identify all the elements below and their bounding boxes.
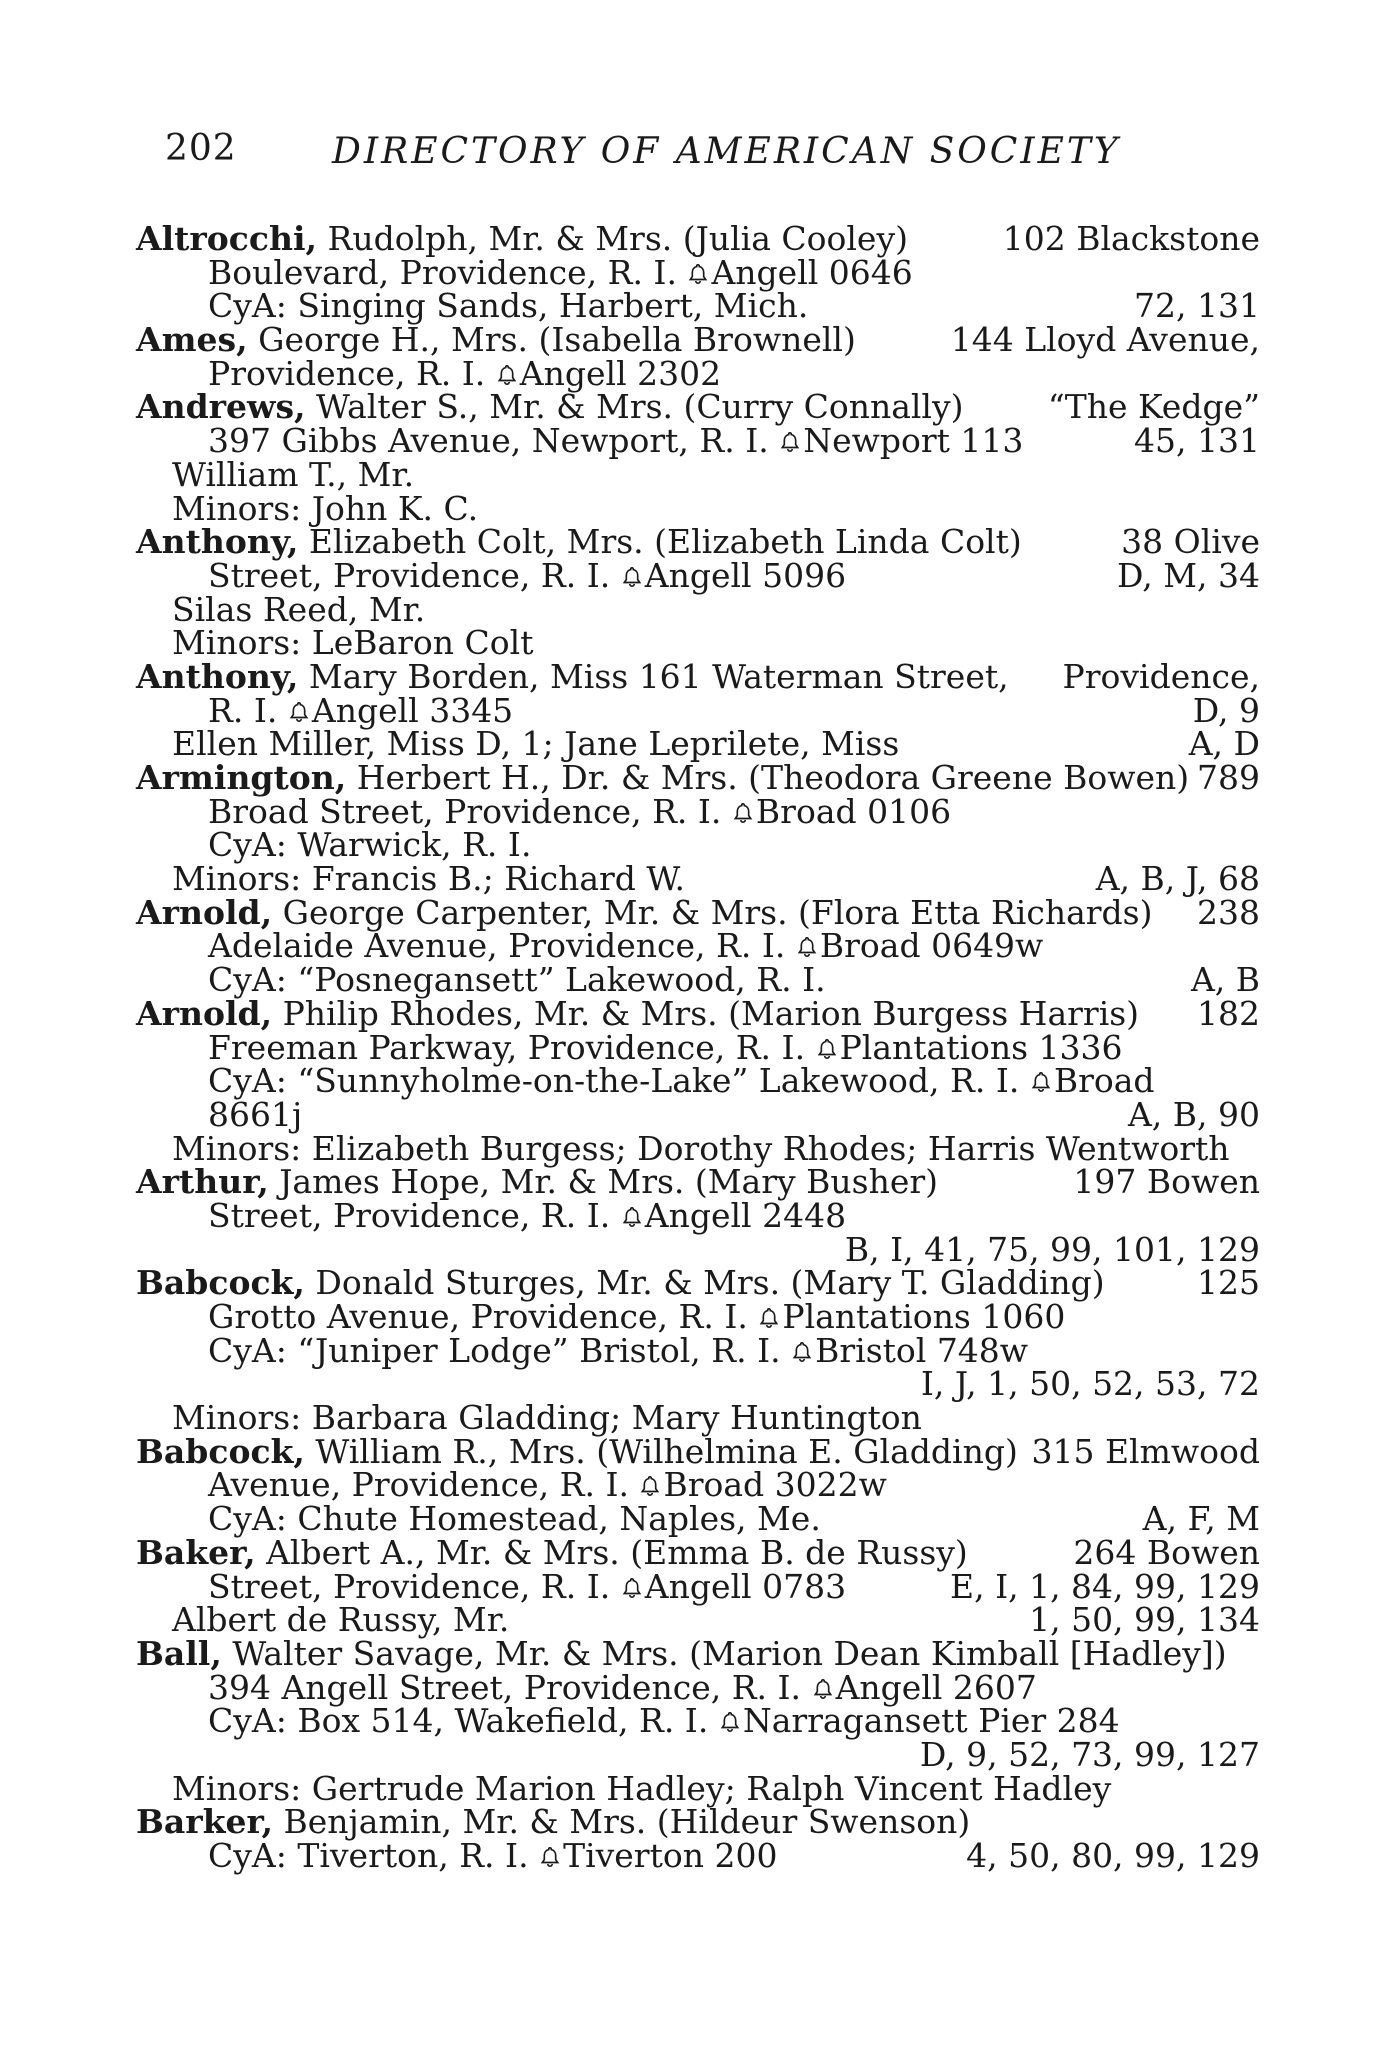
entry-text: CyA: Box 514, Wakefield, R. I.: [208, 1701, 709, 1741]
listing-line: [0, 320, 1381, 360]
line-text: [208, 825, 532, 865]
entry-text: Grotto Avenue, Providence, R. I.: [208, 1297, 748, 1336]
listing-line: [0, 1195, 1381, 1235]
entry-text: William T., Mr.: [172, 454, 415, 494]
bell-icon: [621, 566, 643, 588]
telephone-number: Bristol 748w: [815, 1330, 1029, 1370]
line-text: [0, 1229, 1260, 1269]
entry-right-text: Providence,: [1062, 656, 1260, 696]
entry-text: Minors: Gertrude Marion Hadley; Ralph Vincent Hadley: [172, 1768, 1112, 1808]
entry-text: Minors: John K. C.: [172, 488, 479, 528]
page-number: 202: [165, 128, 237, 169]
line-text: [208, 286, 809, 326]
entry-text: CyA: “Posnegansett” Lakewood, R. I.: [208, 960, 826, 1000]
bell-icon: [732, 802, 754, 824]
entry-text: Elizabeth Colt, Mrs. (Elizabeth Linda Colt): [298, 522, 1022, 562]
listing-line: [0, 1398, 1381, 1438]
line-text: [208, 960, 826, 1000]
entry-right-text: 238: [1197, 892, 1260, 932]
bell-icon: [719, 1711, 741, 1733]
listing-line: [0, 1802, 1381, 1842]
line-text: [208, 1701, 1120, 1741]
listing-line: [0, 252, 1381, 292]
entry-surname: Arthur,: [136, 1162, 269, 1202]
entry-text: D, 9, 52, 73, 99, 127: [919, 1734, 1260, 1774]
listing-line: [0, 488, 1381, 528]
listing-line: [0, 522, 1381, 562]
listing-line: [0, 859, 1381, 899]
line-text: [208, 1667, 1037, 1707]
entry-text: Street, Providence, R. I.: [208, 1566, 611, 1606]
entry-text: R. I.: [208, 690, 278, 730]
line-text: [208, 1330, 1029, 1370]
bell-icon: [539, 1846, 561, 1868]
entry-text: Freeman Parkway, Providence, R. I.: [208, 1027, 806, 1067]
entry-text: CyA: “Juniper Lodge” Bristol, R. I.: [208, 1330, 781, 1370]
entry-right-text: A, B, J, 68: [1095, 859, 1260, 899]
listing-line: [0, 690, 1381, 730]
listing-line: [0, 656, 1381, 696]
entry-right-text: A, B: [1190, 960, 1260, 1000]
listing-line: [0, 421, 1381, 461]
entry-right-text: 72, 131: [1134, 286, 1260, 326]
entry-text: CyA: Chute Homestead, Naples, Me.: [208, 1499, 821, 1539]
line-text: [136, 1532, 968, 1572]
entry-text: Walter S., Mr. & Mrs. (Curry Connally): [305, 387, 964, 427]
entry-text: George Carpenter, Mr. & Mrs. (Flora Etta Richards): [272, 892, 1153, 932]
line-text: [172, 1398, 922, 1438]
listing-line: [0, 1431, 1381, 1471]
entry-text: I, J, 1, 50, 52, 53, 72: [920, 1364, 1260, 1404]
line-text: [172, 1128, 1230, 1168]
entry-right-text: 45, 131: [1134, 421, 1260, 461]
listing-line: [0, 387, 1381, 427]
entry-surname: Anthony,: [136, 656, 299, 696]
entry-text: Adelaide Avenue, Providence, R. I.: [208, 926, 786, 966]
bell-icon: [796, 936, 818, 958]
telephone-number: Broad: [1053, 1061, 1155, 1101]
line-text: [208, 1465, 887, 1505]
entry-surname: Armington,: [136, 758, 347, 797]
entry-surname: Barker,: [136, 1802, 273, 1842]
entry-text: Rudolph, Mr. & Mrs. (Julia Cooley): [316, 219, 908, 258]
listing-line: [0, 1566, 1381, 1606]
line-text: [208, 1061, 1155, 1101]
line-text: [172, 724, 900, 764]
line-text: [208, 791, 952, 831]
listing-line: [0, 1701, 1381, 1741]
line-text: [208, 421, 1024, 461]
entry-text: Minors: Francis B.; Richard W.: [172, 859, 686, 899]
page-header: [0, 128, 1381, 188]
line-text: [136, 320, 856, 360]
entry-text: Herbert H., Dr. & Mrs. (Theodora Greene Bowen): [346, 758, 1190, 797]
entry-right-text: 102 Blackstone: [1002, 219, 1260, 258]
telephone-number: Broad 0649w: [819, 926, 1044, 966]
entry-right-text: “The Kedge”: [1047, 387, 1260, 427]
line-text: [136, 219, 908, 258]
listing-line: [0, 1600, 1381, 1640]
listing-line: [0, 1061, 1381, 1101]
line-text: [136, 892, 1153, 932]
entry-right-text: 4, 50, 80, 99, 129: [966, 1836, 1260, 1875]
bell-icon: [1030, 1071, 1052, 1093]
listing-line: [0, 454, 1381, 494]
entry-right-text: 197 Bowen: [1073, 1162, 1260, 1202]
entry-surname: Baker,: [136, 1532, 256, 1572]
listing-line: [0, 1229, 1381, 1269]
entry-right-text: D, M, 34: [1116, 555, 1260, 595]
line-text: [208, 1836, 778, 1875]
bell-icon: [639, 1475, 661, 1497]
line-text: [172, 623, 534, 663]
listing-line: [0, 353, 1381, 393]
line-text: [136, 522, 1022, 562]
telephone-number: Narragansett Pier 284: [742, 1701, 1120, 1741]
listing-line: [0, 1027, 1381, 1067]
line-text: [172, 488, 479, 528]
bell-icon: [687, 263, 709, 285]
bell-icon: [621, 1206, 643, 1228]
listing-line: [0, 623, 1381, 663]
entry-text: Providence, R. I.: [208, 353, 486, 393]
entry-text: Benjamin, Mr. & Mrs. (Hildeur Swenson): [273, 1802, 971, 1842]
bell-icon: [779, 431, 801, 453]
listing-line: [0, 1836, 1381, 1875]
telephone-number: Angell 0646: [711, 252, 913, 292]
listing-line: [0, 286, 1381, 326]
line-text: [0, 1734, 1260, 1774]
telephone-number: Tiverton 200: [563, 1836, 778, 1875]
listing-line: [0, 1128, 1381, 1168]
entry-text: Donald Sturges, Mr. & Mrs. (Mary T. Gladding): [304, 1263, 1105, 1303]
entry-right-text: 182: [1197, 993, 1260, 1033]
listing-line: [0, 555, 1381, 595]
line-text: [136, 758, 1190, 797]
line-text: [208, 1027, 1123, 1067]
line-text: [136, 1633, 1227, 1673]
telephone-number: Angell 2448: [644, 1195, 847, 1235]
telephone-number: Angell 2302: [519, 353, 722, 393]
listing-line: [0, 1532, 1381, 1572]
telephone-number: Angell 2607: [835, 1667, 1037, 1707]
entry-right-text: 125: [1197, 1263, 1260, 1303]
entry-surname: Andrews,: [136, 387, 306, 427]
entry-surname: Ball,: [136, 1633, 222, 1673]
listing-line: [0, 1263, 1381, 1303]
line-text: [136, 1431, 1018, 1471]
listing-line: [0, 1465, 1381, 1505]
entry-text: 397 Gibbs Avenue, Newport, R. I.: [208, 421, 769, 461]
bell-icon: [758, 1307, 780, 1329]
entry-text: 8661j: [208, 1094, 303, 1134]
entry-surname: Ames,: [136, 320, 248, 360]
entry-text: Albert A., Mr. & Mrs. (Emma B. de Russy): [255, 1532, 968, 1572]
line-text: [208, 1566, 847, 1606]
telephone-number: Broad 0106: [755, 791, 952, 831]
entry-right-text: 144 Lloyd Avenue,: [950, 320, 1260, 360]
bell-icon: [496, 364, 518, 386]
listing-line: [0, 1633, 1381, 1673]
listing-line: [0, 825, 1381, 865]
line-text: [172, 1768, 1112, 1808]
entry-right-text: A, B, 90: [1127, 1094, 1260, 1134]
entry-text: Minors: LeBaron Colt: [172, 623, 534, 663]
listing-line: [0, 1364, 1381, 1404]
entry-text: Minors: Elizabeth Burgess; Dorothy Rhodes; Harris Wentworth: [172, 1128, 1230, 1168]
line-text: [208, 353, 722, 393]
listing-line: [0, 1297, 1381, 1336]
listing-line: [0, 1667, 1381, 1707]
listing-line: [0, 589, 1381, 629]
bell-icon: [621, 1577, 643, 1599]
entry-text: Mary Borden, Miss 161 Waterman Street,: [298, 656, 1009, 696]
line-text: [136, 993, 1140, 1033]
line-text: [136, 656, 1009, 696]
line-text: [136, 1263, 1105, 1303]
entry-surname: Arnold,: [136, 892, 273, 932]
listing-line: [0, 219, 1381, 258]
listing-line: [0, 791, 1381, 831]
line-text: [208, 690, 514, 730]
entry-surname: Altrocchi,: [136, 219, 317, 258]
listing-line: [0, 1768, 1381, 1808]
telephone-number: Plantations 1060: [782, 1297, 1066, 1336]
entry-right-text: 264 Bowen: [1073, 1532, 1260, 1572]
listing-line: [0, 1094, 1381, 1134]
entry-text: Minors: Barbara Gladding; Mary Huntington: [172, 1398, 922, 1438]
line-text: [172, 454, 415, 494]
listing-line: [0, 758, 1381, 797]
line-text: [208, 1499, 821, 1539]
entry-right-text: A, F, M: [1142, 1499, 1260, 1539]
telephone-number: Angell 0783: [644, 1566, 847, 1606]
line-text: [136, 1162, 939, 1202]
entry-right-text: 1, 50, 99, 134: [1029, 1600, 1260, 1640]
entry-text: Broad Street, Providence, R. I.: [208, 791, 722, 831]
line-text: [172, 1600, 510, 1640]
line-text: [136, 1802, 971, 1842]
line-text: [208, 555, 847, 595]
entry-right-text: 789: [1197, 758, 1260, 797]
listing-line: [0, 892, 1381, 932]
listing-line: [0, 993, 1381, 1033]
telephone-number: Broad 3022w: [663, 1465, 887, 1505]
bell-icon: [791, 1341, 813, 1363]
entry-right-text: A, D: [1188, 724, 1260, 764]
bell-icon: [288, 701, 310, 723]
entry-right-text: 315 Elmwood: [1031, 1431, 1260, 1471]
listing-line: [0, 1330, 1381, 1370]
line-text: [208, 1094, 303, 1134]
telephone-number: Angell 3345: [311, 690, 514, 730]
entry-text: Street, Providence, R. I.: [208, 555, 611, 595]
line-text: [208, 1195, 847, 1235]
entry-text: Silas Reed, Mr.: [172, 589, 426, 629]
line-text: [208, 252, 913, 292]
line-text: [0, 1364, 1260, 1404]
entry-text: Philip Rhodes, Mr. & Mrs. (Marion Burgess Harris): [272, 993, 1140, 1033]
telephone-number: Plantations 1336: [839, 1027, 1123, 1067]
entry-text: B, I, 41, 75, 99, 101, 129: [844, 1229, 1260, 1269]
entry-text: Boulevard, Providence, R. I.: [208, 252, 677, 292]
listing-line: [0, 724, 1381, 764]
running-head: DIRECTORY OF AMERICAN SOCIETY: [332, 131, 1121, 172]
entry-surname: Anthony,: [136, 522, 299, 562]
entry-text: 394 Angell Street, Providence, R. I.: [208, 1667, 802, 1707]
entry-text: CyA: Warwick, R. I.: [208, 825, 532, 865]
telephone-number: Newport 113: [803, 421, 1024, 461]
entry-text: Albert de Russy, Mr.: [172, 1600, 510, 1640]
bell-icon: [812, 1678, 834, 1700]
entry-surname: Arnold,: [136, 993, 273, 1033]
entry-text: CyA: “Sunnyholme-on-the-Lake” Lakewood, R. I.: [208, 1061, 1020, 1101]
entry-text: Avenue, Providence, R. I.: [208, 1465, 629, 1505]
entry-text: CyA: Singing Sands, Harbert, Mich.: [208, 286, 809, 326]
listing-line: [0, 1162, 1381, 1202]
entry-text: Ellen Miller, Miss D, 1; Jane Leprilete, Miss: [172, 724, 900, 764]
entry-text: Street, Providence, R. I.: [208, 1195, 611, 1235]
line-text: [136, 387, 964, 427]
entry-right-text: 38 Olive: [1121, 522, 1260, 562]
entry-surname: Babcock,: [136, 1431, 305, 1471]
entry-surname: Babcock,: [136, 1263, 305, 1303]
bell-icon: [816, 1038, 838, 1060]
entry-text: James Hope, Mr. & Mrs. (Mary Busher): [268, 1162, 939, 1202]
directory-listing: [0, 219, 1381, 1875]
line-text: [208, 926, 1044, 966]
listing-line: [0, 926, 1381, 966]
listing-line: [0, 1734, 1381, 1774]
entry-text: William R., Mrs. (Wilhelmina E. Gladding): [304, 1431, 1018, 1471]
listing-line: [0, 960, 1381, 1000]
telephone-number: Angell 5096: [644, 555, 847, 595]
line-text: [208, 1297, 1066, 1336]
entry-right-text: E, I, 1, 84, 99, 129: [950, 1566, 1260, 1606]
entry-text: Walter Savage, Mr. & Mrs. (Marion Dean Kimball [Hadley]): [221, 1633, 1227, 1673]
entry-text: George H., Mrs. (Isabella Brownell): [247, 320, 856, 360]
listing-line: [0, 1499, 1381, 1539]
entry-right-text: D, 9: [1192, 690, 1260, 730]
line-text: [172, 589, 426, 629]
entry-text: CyA: Tiverton, R. I.: [208, 1836, 529, 1875]
line-text: [172, 859, 686, 899]
